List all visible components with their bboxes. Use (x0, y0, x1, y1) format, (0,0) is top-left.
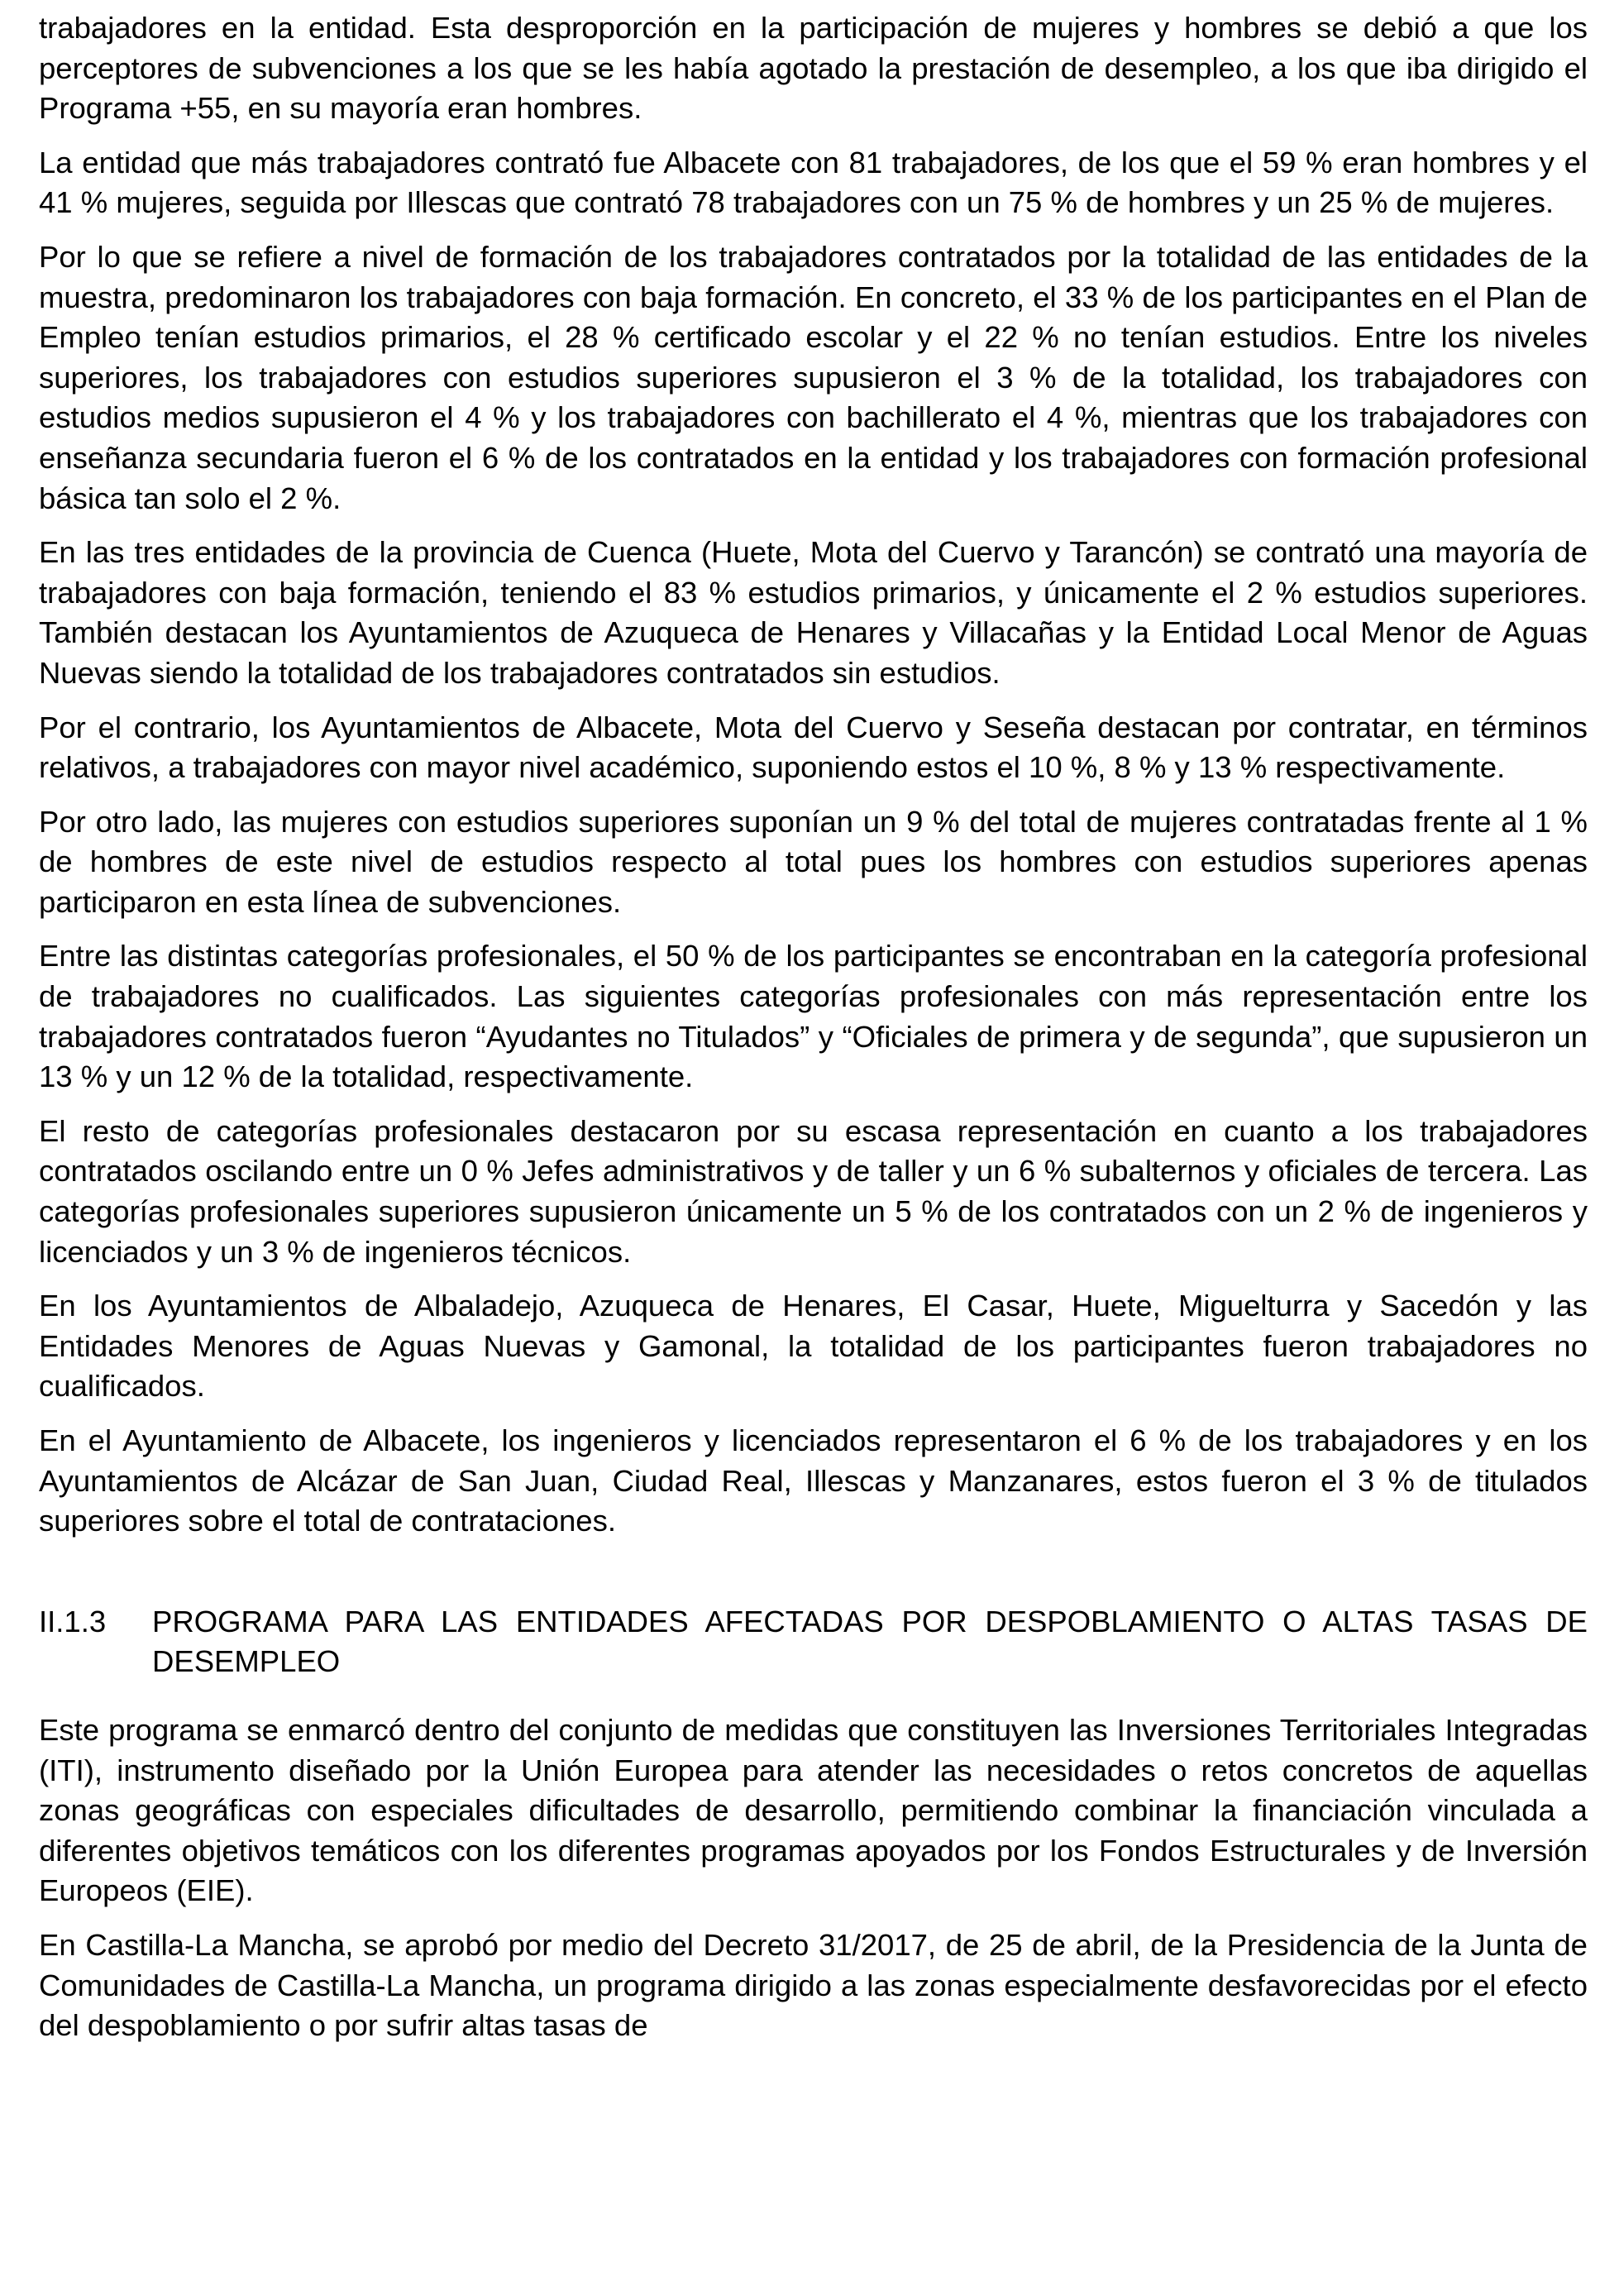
paragraph: En las tres entidades de la provincia de Cuenca (Huete, Mota del Cuervo y Tarancón) se contrató una mayoría de trabajadores con baja formación, teniendo el 83 % estudios primarios, y únicamente el 2 % estudios superiores. También destacan los Ayuntamientos de Azuqueca de Henares y Villacañas y la Entidad Local Menor de Aguas Nuevas siendo la totalidad de los trabajadores contratados sin estudios. (39, 535, 1588, 690)
paragraph: Este programa se enmarcó dentro del conjunto de medidas que constituyen las Inversiones Territoriales Integradas (ITI), instrumento diseñado por la Unión Europea para atender las necesidades o retos concretos de aquellas zonas geográficas con especiales dificultades de desarrollo, permitiendo combinar la financiación vinculada a diferentes objetivos temáticos con los diferentes programas apoyados por los Fondos Estructurales y de Inversión Europeos (EIE). (39, 1712, 1588, 1908)
paragraph: El resto de categorías profesionales destacaron por su escasa representación en cuanto a los trabajadores contratados oscilando entre un 0 % Jefes administrativos y de taller y un 6 % subalternos y oficiales de tercera. Las categorías profesionales superiores supusieron únicamente un 5 % de los contratados con un 2 % de ingenieros y licenciados y un 3 % de ingenieros técnicos. (39, 1113, 1588, 1269)
paragraph: La entidad que más trabajadores contrató fue Albacete con 81 trabajadores, de los que el 59 % eran hombres y el 41 % mujeres, seguida por Illescas que contrató 78 trabajadores con un 75 % de hombres y un 25 % de mujeres. (39, 145, 1588, 220)
section-number: II.1.3 (39, 1604, 107, 1638)
paragraph: En Castilla-La Mancha, se aprobó por medio del Decreto 31/2017, de 25 de abril, de la Presidencia de la Junta de Comunidades de Castilla-La Mancha, un programa dirigido a las zonas especialmente desfavorecidas por el efecto del despoblamiento o por sufrir altas tasas de (39, 1927, 1588, 2043)
document-page (39, 8, 1588, 2060)
paragraph: Por el contrario, los Ayuntamientos de Albacete, Mota del Cuervo y Seseña destacan por contratar, en términos relativos, a trabajadores con mayor nivel académico, suponiendo estos el 10 %, 8 % y 13 % respectivamente. (39, 710, 1588, 785)
paragraph: Entre las distintas categorías profesionales, el 50 % de los participantes se encontraban en la categoría profesional de trabajadores no cualificados. Las siguientes categorías profesionales con más representación entre los trabajadores contratados fueron “Ayudantes no Titulados” y “Oficiales de primera y de segunda”, que supusieron un 13 % y un 12 % de la totalidad, respectivamente. (39, 939, 1588, 1094)
section-heading (39, 1602, 1588, 1682)
paragraph: En el Ayuntamiento de Albacete, los ingenieros y licenciados representaron el 6 % de los trabajadores y en los Ayuntamientos de Alcázar de San Juan, Ciudad Real, Illescas y Manzanares, estos fueron el 3 % de titulados superiores sobre el total de contrataciones. (39, 1423, 1588, 1538)
paragraph: Por lo que se refiere a nivel de formación de los trabajadores contratados por la totalidad de las entidades de la muestra, predominaron los trabajadores con baja formación. En concreto, el 33 % de los participantes en el Plan de Empleo tenían estudios primarios, el 28 % certificado escolar y el 22 % no tenían estudios. Entre los niveles superiores, los trabajadores con estudios superiores supusieron el 3 % de la totalidad, los trabajadores con estudios medios supusieron el 4 % y los trabajadores con bachillerato el 4 %, mientras que los trabajadores con enseñanza secundaria fueron el 6 % de los contratados en la entidad y los trabajadores con formación profesional básica tan solo el 2 %. (39, 239, 1588, 515)
paragraph: En los Ayuntamientos de Albaladejo, Azuqueca de Henares, El Casar, Huete, Miguelturra y Sacedón y las Entidades Menores de Aguas Nuevas y Gamonal, la totalidad de los participantes fueron trabajadores no cualificados. (39, 1289, 1588, 1404)
paragraph: trabajadores en la entidad. Esta desproporción en la participación de mujeres y hombres se debió a que los perceptores de subvenciones a los que se les había agotado la prestación de desempleo, a los que iba dirigido el Programa +55, en su mayoría eran hombres. (39, 11, 1588, 126)
section-title: PROGRAMA PARA LAS ENTIDADES AFECTADAS POR DESPOBLAMIENTO O ALTAS TASAS DE DESEMPLEO (152, 1604, 1588, 1679)
paragraph: Por otro lado, las mujeres con estudios superiores suponían un 9 % del total de mujeres contratadas frente al 1 % de hombres de este nivel de estudios respecto al total pues los hombres con estudios superiores apenas participaron en esta línea de subvenciones. (39, 804, 1588, 919)
